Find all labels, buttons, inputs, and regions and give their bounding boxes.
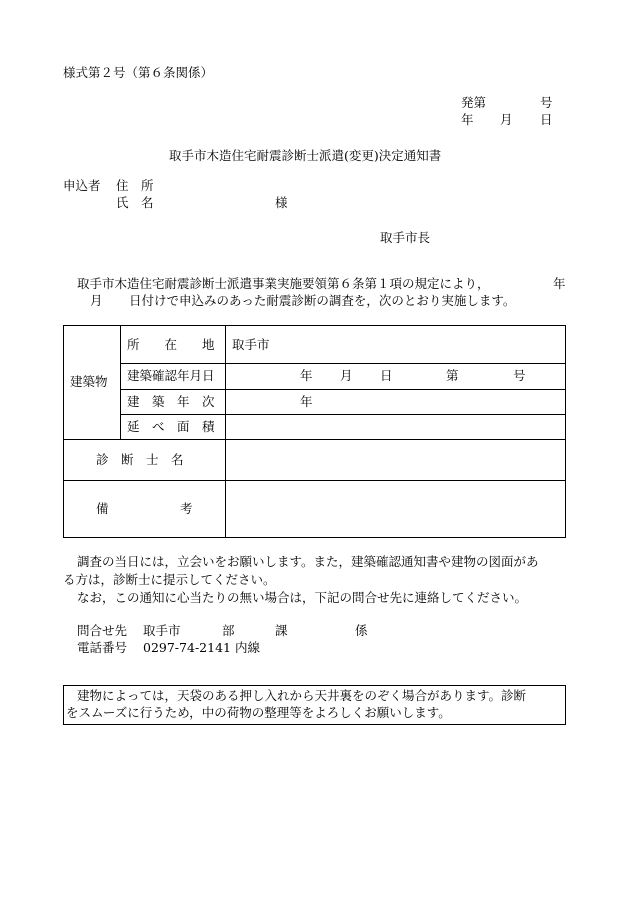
location-value: 取手市 xyxy=(232,337,270,352)
body-line-1: 取手市木造住宅耐震診断士派遣事業実施要領第６条第１項の規定により， xyxy=(77,276,490,291)
issue-year: 年 xyxy=(461,112,474,127)
applicant-address-label: 住 所 xyxy=(116,178,154,193)
contact-unit: 係 xyxy=(355,623,368,638)
attic-notice-line-1: 建物によっては，天袋のある押し入れから天井裏をのぞく場合があります。診断 xyxy=(77,688,527,703)
document-title: 取手市木造住宅耐震診断士派遣(変更)決定通知書 xyxy=(169,148,442,163)
contact-label: 問合せ先 xyxy=(77,623,128,638)
body-line-1-year: 年 xyxy=(553,276,566,291)
contact-city: 取手市 xyxy=(143,623,181,638)
build-year-unit: 年 xyxy=(300,394,313,409)
build-year-label: 建 築 年 次 xyxy=(127,394,215,409)
applicant-label: 申込者 xyxy=(63,178,101,193)
phone-label: 電話番号 xyxy=(77,640,128,655)
floor-area-label: 延 べ 面 積 xyxy=(127,419,215,434)
contact-dept: 部 xyxy=(222,623,235,638)
building-info-table xyxy=(63,325,566,538)
location-label: 所 在 地 xyxy=(127,337,215,352)
applicant-name-label: 氏 名 xyxy=(116,195,154,210)
confirmation-no: 第 xyxy=(446,368,459,383)
confirmation-day: 日 xyxy=(380,368,393,383)
confirmation-date-label: 建築確認年月日 xyxy=(127,368,215,383)
contact-section: 課 xyxy=(275,623,288,638)
building-header: 建築物 xyxy=(70,374,108,389)
phone-number: 0297-74-2141 xyxy=(143,640,231,655)
notes-line-2: る方は，診断士に提示してください。 xyxy=(63,572,276,587)
confirmation-year: 年 xyxy=(300,368,313,383)
issue-day: 日 xyxy=(540,112,553,127)
inspector-name-label: 診 断 士 名 xyxy=(96,452,184,467)
issue-month: 月 xyxy=(500,112,513,127)
body-line-2: 日付けで申込みのあった耐震診断の調査を，次のとおり実施します。 xyxy=(129,293,516,308)
attic-notice-box xyxy=(63,685,566,725)
issue-number-suffix: 号 xyxy=(540,95,553,110)
notes-line-1: 調査の当日には，立会いをお願いします。また，建築確認通知書や建物の図面があ xyxy=(77,554,539,569)
form-number: 様式第２号（第６条関係） xyxy=(63,65,214,80)
confirmation-month: 月 xyxy=(340,368,353,383)
remarks-label-2: 考 xyxy=(180,501,193,516)
notes-line-3: なお，この通知に心当たりの無い場合は，下記の問合せ先に連絡してください。 xyxy=(77,590,528,605)
phone-extension: 内線 xyxy=(235,640,261,655)
attic-notice-line-2: をスムーズに行うため，中の荷物の整理等をよろしくお願いします。 xyxy=(66,705,451,720)
issuer: 取手市長 xyxy=(380,230,431,245)
remarks-label-1: 備 xyxy=(96,501,109,516)
body-line-2-month: 月 xyxy=(90,293,103,308)
confirmation-go: 号 xyxy=(513,368,526,383)
issue-number-prefix: 発第 xyxy=(461,95,487,110)
applicant-honorific: 様 xyxy=(275,195,288,210)
